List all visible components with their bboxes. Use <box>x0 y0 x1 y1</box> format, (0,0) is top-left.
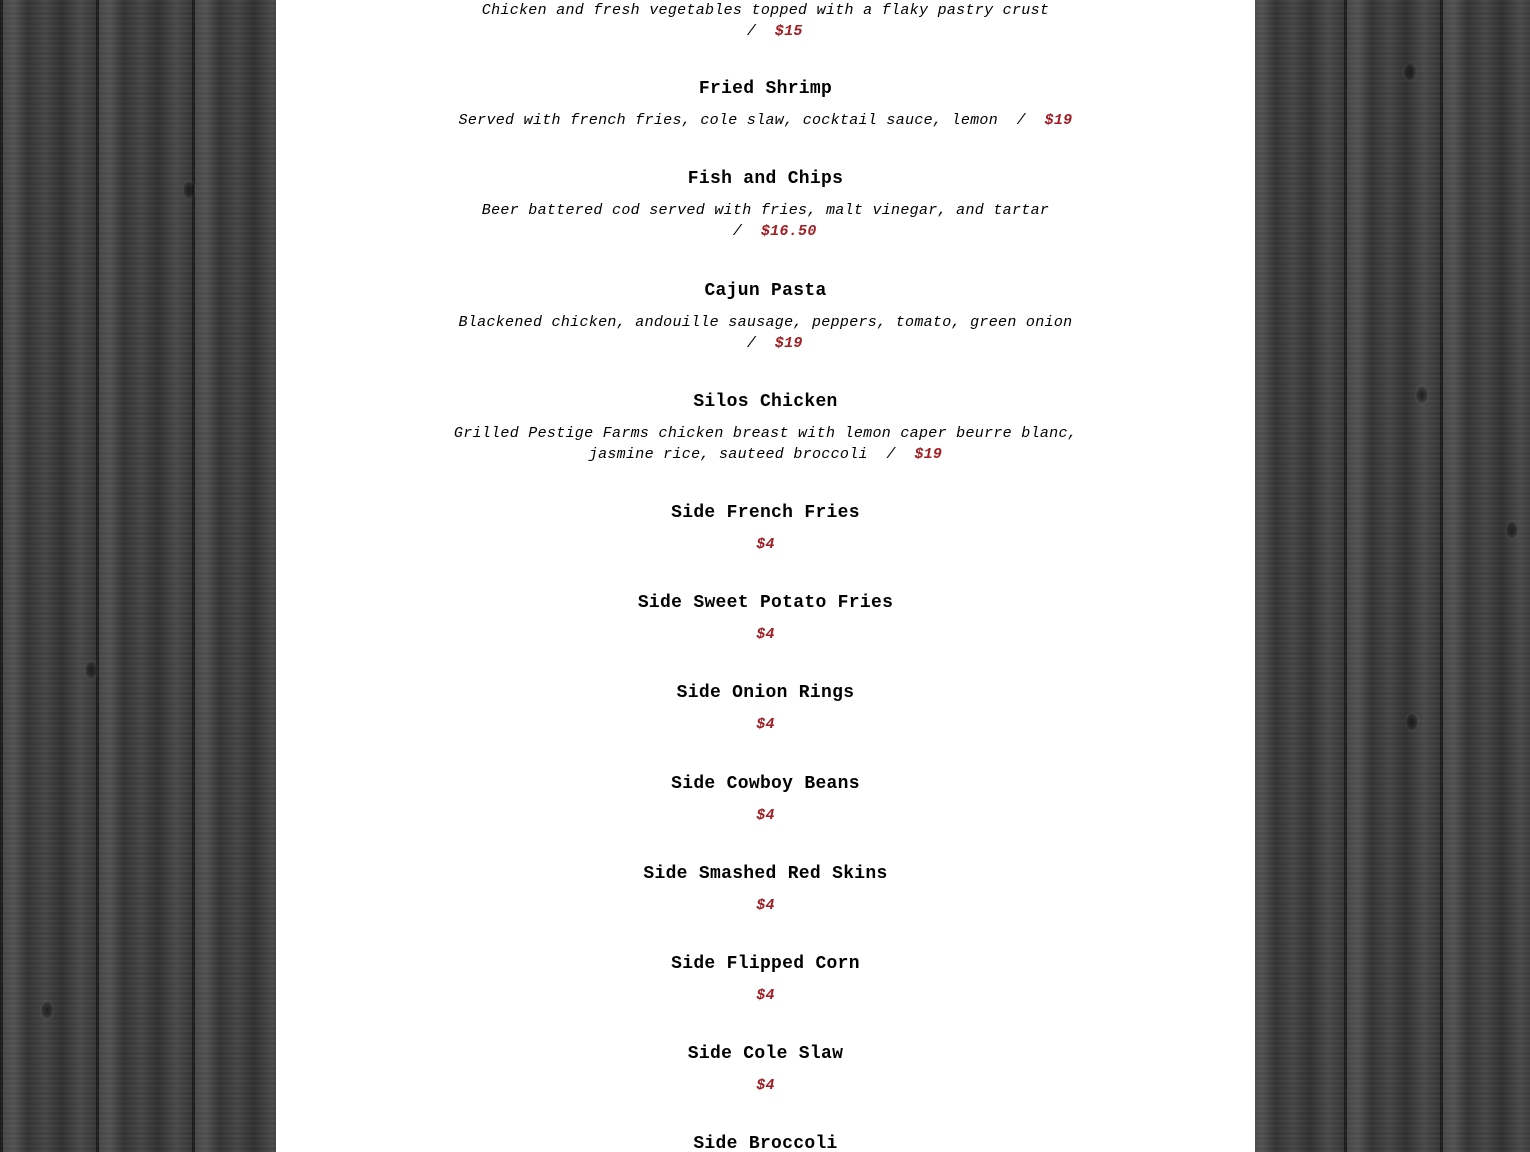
item-price: $19 <box>1044 112 1073 129</box>
item-description <box>456 714 1076 735</box>
price-separator: / <box>998 112 1045 129</box>
price-separator: / <box>714 223 761 240</box>
item-description-text: Served with french fries, cole slaw, cocktail sauce, lemon <box>458 112 999 129</box>
item-name: Side French Fries <box>671 503 860 523</box>
item-description <box>456 534 1076 555</box>
wood-background-left <box>0 0 276 1152</box>
item-price: $4 <box>756 626 775 643</box>
menu-item-side-broccoli <box>276 1133 1255 1152</box>
menu-item-side-onion-rings <box>276 682 1255 735</box>
item-price: $4 <box>756 716 775 733</box>
item-description-text: Chicken and fresh vegetables topped with a flaky pastry crust <box>481 2 1050 19</box>
price-separator: / <box>867 446 915 463</box>
item-description <box>446 423 1086 465</box>
wood-knot <box>40 1000 54 1020</box>
item-name: Fried Shrimp <box>698 79 833 99</box>
item-description <box>456 0 1076 42</box>
menu-item-fish-and-chips <box>276 168 1255 242</box>
item-name: Side Flipped Corn <box>671 954 860 974</box>
item-price: $4 <box>756 1077 775 1094</box>
item-price: $4 <box>756 987 775 1004</box>
item-price: $4 <box>756 536 775 553</box>
item-price: $19 <box>774 335 803 352</box>
item-price: $4 <box>756 897 775 914</box>
menu-item-chicken-pot-pie <box>276 0 1255 42</box>
menu-item-side-cowboy-beans <box>276 773 1255 826</box>
item-description-text: Blackened chicken, andouille sausage, peppers, tomato, green onion <box>458 314 1073 331</box>
menu-item-silos-chicken <box>276 391 1255 465</box>
wood-knot <box>84 660 98 680</box>
item-description <box>456 895 1076 916</box>
item-description <box>456 1075 1076 1096</box>
price-separator: / <box>728 335 775 352</box>
item-description <box>446 110 1086 131</box>
menu-item-side-smashed-red-skins <box>276 863 1255 916</box>
item-description <box>456 624 1076 645</box>
menu-panel <box>276 0 1255 1152</box>
wood-background-right <box>1255 0 1530 1152</box>
item-price: $4 <box>756 807 775 824</box>
item-description <box>456 805 1076 826</box>
item-name: Side Cole Slaw <box>687 1044 844 1064</box>
item-description <box>456 200 1076 242</box>
item-price: $15 <box>774 23 803 40</box>
item-name: Side Cowboy Beans <box>671 774 860 794</box>
menu-item-side-french-fries <box>276 502 1255 555</box>
item-price: $19 <box>914 446 943 463</box>
item-name: Side Onion Rings <box>676 683 855 703</box>
item-description <box>456 985 1076 1006</box>
wood-knot <box>1403 62 1417 82</box>
menu-item-side-flipped-corn <box>276 953 1255 1006</box>
wood-knot <box>1415 385 1429 405</box>
menu-item-side-sweet-potato-fries <box>276 592 1255 645</box>
item-description <box>456 312 1076 354</box>
menu-item-fried-shrimp <box>276 78 1255 131</box>
wood-knot <box>1405 712 1419 732</box>
item-price: $16.50 <box>760 223 817 240</box>
item-name: Fish and Chips <box>687 169 844 189</box>
item-description-text: Beer battered cod served with fries, malt vinegar, and tartar <box>481 202 1050 219</box>
menu-item-cajun-pasta <box>276 280 1255 354</box>
item-name: Side Broccoli <box>693 1134 838 1152</box>
menu-item-side-cole-slaw <box>276 1043 1255 1096</box>
wood-knot <box>1505 520 1519 540</box>
item-name: Side Sweet Potato Fries <box>637 593 894 613</box>
item-name: Silos Chicken <box>693 392 838 412</box>
price-separator: / <box>728 23 775 40</box>
item-name: Side Smashed Red Skins <box>643 864 888 884</box>
item-description-text: Grilled Pestige Farms chicken breast with lemon caper beurre blanc, jasmine rice, sauteed broccoli <box>453 425 1078 463</box>
wood-knot <box>182 180 196 200</box>
item-name: Cajun Pasta <box>704 281 827 301</box>
